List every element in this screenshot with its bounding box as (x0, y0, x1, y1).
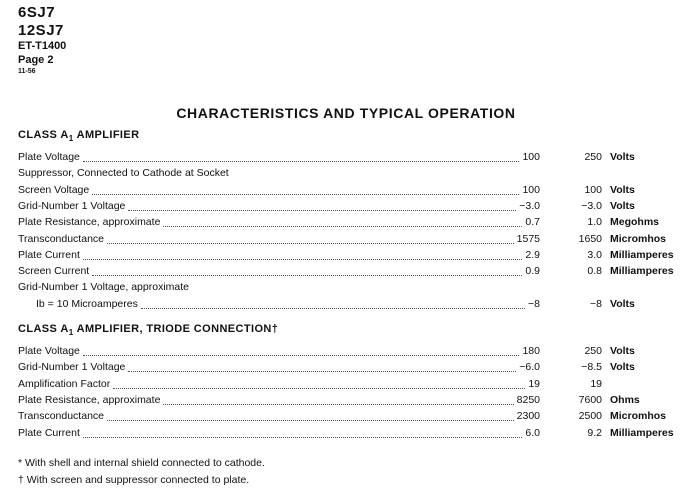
spec-row (18, 410, 688, 426)
spec-label: Plate Resistance, approximate (18, 216, 161, 229)
spec-value-col2: −8 (590, 297, 602, 310)
spec-value-col2: 100 (584, 183, 602, 196)
section-heading-prefix: CLASS A (18, 323, 69, 335)
spec-row (18, 394, 688, 410)
spec-row (18, 233, 688, 249)
spec-value-col1: 6.0 (525, 426, 540, 439)
spec-row (18, 249, 688, 265)
spec-value-col1: 1575 (516, 232, 540, 245)
spec-row (18, 200, 688, 216)
spec-row (18, 345, 688, 361)
tube-type-secondary: 12SJ7 (18, 22, 64, 39)
spec-unit: Volts (610, 345, 635, 357)
spec-row (18, 184, 688, 200)
spec-unit: Milliamperes (610, 265, 674, 278)
spec-unit: Milliamperes (610, 426, 674, 439)
spec-label: Plate Voltage (18, 345, 80, 357)
section-heading-prefix: CLASS A (18, 129, 69, 141)
leader-dots (128, 210, 516, 211)
spec-row (18, 216, 688, 232)
leader-dots (107, 243, 514, 244)
spec-label: Amplification Factor (18, 377, 111, 390)
spec-label: Plate Voltage (18, 151, 80, 163)
spec-row (18, 167, 688, 183)
spec-unit: Megohms (610, 216, 660, 229)
page-number: Page 2 (18, 54, 54, 66)
spec-row (18, 281, 688, 297)
spec-label: Screen Voltage (18, 183, 90, 196)
document-date: 11-56 (18, 68, 36, 75)
section-heading-class-a1 (18, 129, 139, 143)
spec-unit: Micromhos (610, 410, 667, 423)
spec-unit: Ohms (610, 393, 640, 406)
spec-value-col2: 9.2 (587, 426, 602, 439)
leader-dots (83, 161, 519, 162)
spec-unit: Volts (610, 199, 635, 212)
spec-value-col2: 19 (590, 377, 602, 390)
section-heading-subscript: 1 (68, 328, 74, 338)
leader-dots (128, 371, 516, 372)
spec-value-col2: 1650 (578, 232, 602, 245)
spec-unit: Volts (610, 183, 635, 196)
spec-value-col1: 2.9 (525, 248, 540, 261)
section-heading-triode (18, 323, 278, 337)
leader-dots (141, 308, 525, 309)
spec-value-col2: 2500 (578, 410, 602, 423)
leader-dots (92, 194, 519, 195)
spec-value-col1: 8250 (516, 393, 540, 406)
spec-unit: Milliamperes (610, 248, 674, 261)
spec-value-col1: 0.7 (525, 216, 540, 229)
spec-value-col1: 180 (522, 345, 540, 357)
spec-value-col1: 2300 (516, 410, 540, 423)
spec-unit: Volts (610, 151, 635, 163)
leader-dots (163, 226, 522, 227)
tube-type-primary: 6SJ7 (18, 4, 56, 21)
spec-label: Plate Current (18, 248, 80, 261)
leader-dots (83, 355, 519, 356)
spec-label: Screen Current (18, 265, 90, 278)
spec-unit: Volts (610, 361, 635, 374)
spec-value-col2: 3.0 (587, 248, 602, 261)
leader-dots (83, 259, 522, 260)
leader-dots (107, 420, 514, 421)
spec-value-col2: 7600 (578, 393, 602, 406)
spec-row (18, 427, 688, 443)
leader-dots (83, 437, 522, 438)
spec-label: Plate Resistance, approximate (18, 393, 161, 406)
spec-label: Grid-Number 1 Voltage (18, 199, 126, 212)
spec-label: Transconductance (18, 232, 104, 245)
spec-value-col2: −3.0 (581, 199, 602, 212)
spec-label: Grid-Number 1 Voltage, approximate (18, 281, 189, 294)
page-title: CHARACTERISTICS AND TYPICAL OPERATION (176, 105, 516, 121)
spec-value-col1: 0.9 (525, 265, 540, 278)
spec-row (18, 298, 688, 314)
spec-row (18, 378, 688, 394)
spec-value-col1: 19 (528, 377, 540, 390)
spec-label: Grid-Number 1 Voltage (18, 361, 126, 374)
leader-dots (163, 404, 514, 405)
spec-value-col1: −8 (528, 297, 540, 310)
spec-value-col2: 1.0 (587, 216, 602, 229)
spec-label: Plate Current (18, 426, 80, 439)
document-code: ET-T1400 (18, 40, 67, 52)
section-heading-subscript: 1 (68, 134, 74, 144)
spec-label: Ib = 10 Microamperes (36, 297, 138, 310)
spec-unit: Micromhos (610, 232, 667, 245)
spec-value-col2: −8.5 (581, 361, 602, 374)
spec-row (18, 151, 688, 167)
spec-value-col1: −6.0 (519, 361, 540, 374)
spec-label: Transconductance (18, 410, 104, 423)
section-heading-suffix: AMPLIFIER, TRIODE CONNECTION† (73, 323, 279, 335)
spec-unit: Volts (610, 297, 635, 310)
spec-value-col1: 100 (522, 183, 540, 196)
spec-value-col1: −3.0 (519, 199, 540, 212)
spec-label: Suppressor, Connected to Cathode at Socket (18, 167, 229, 180)
spec-value-col2: 250 (584, 345, 602, 357)
leader-dots (92, 275, 522, 276)
footnote-dagger: † With screen and suppressor connected to plate. (18, 474, 250, 486)
spec-row (18, 265, 688, 281)
leader-dots (113, 388, 525, 389)
footnote-asterisk: * With shell and internal shield connected to cathode. (18, 457, 265, 469)
spec-value-col2: 0.8 (587, 265, 602, 278)
section-heading-suffix: AMPLIFIER (73, 129, 140, 141)
spec-value-col1: 100 (522, 151, 540, 163)
spec-row (18, 361, 688, 377)
spec-value-col2: 250 (584, 151, 602, 163)
